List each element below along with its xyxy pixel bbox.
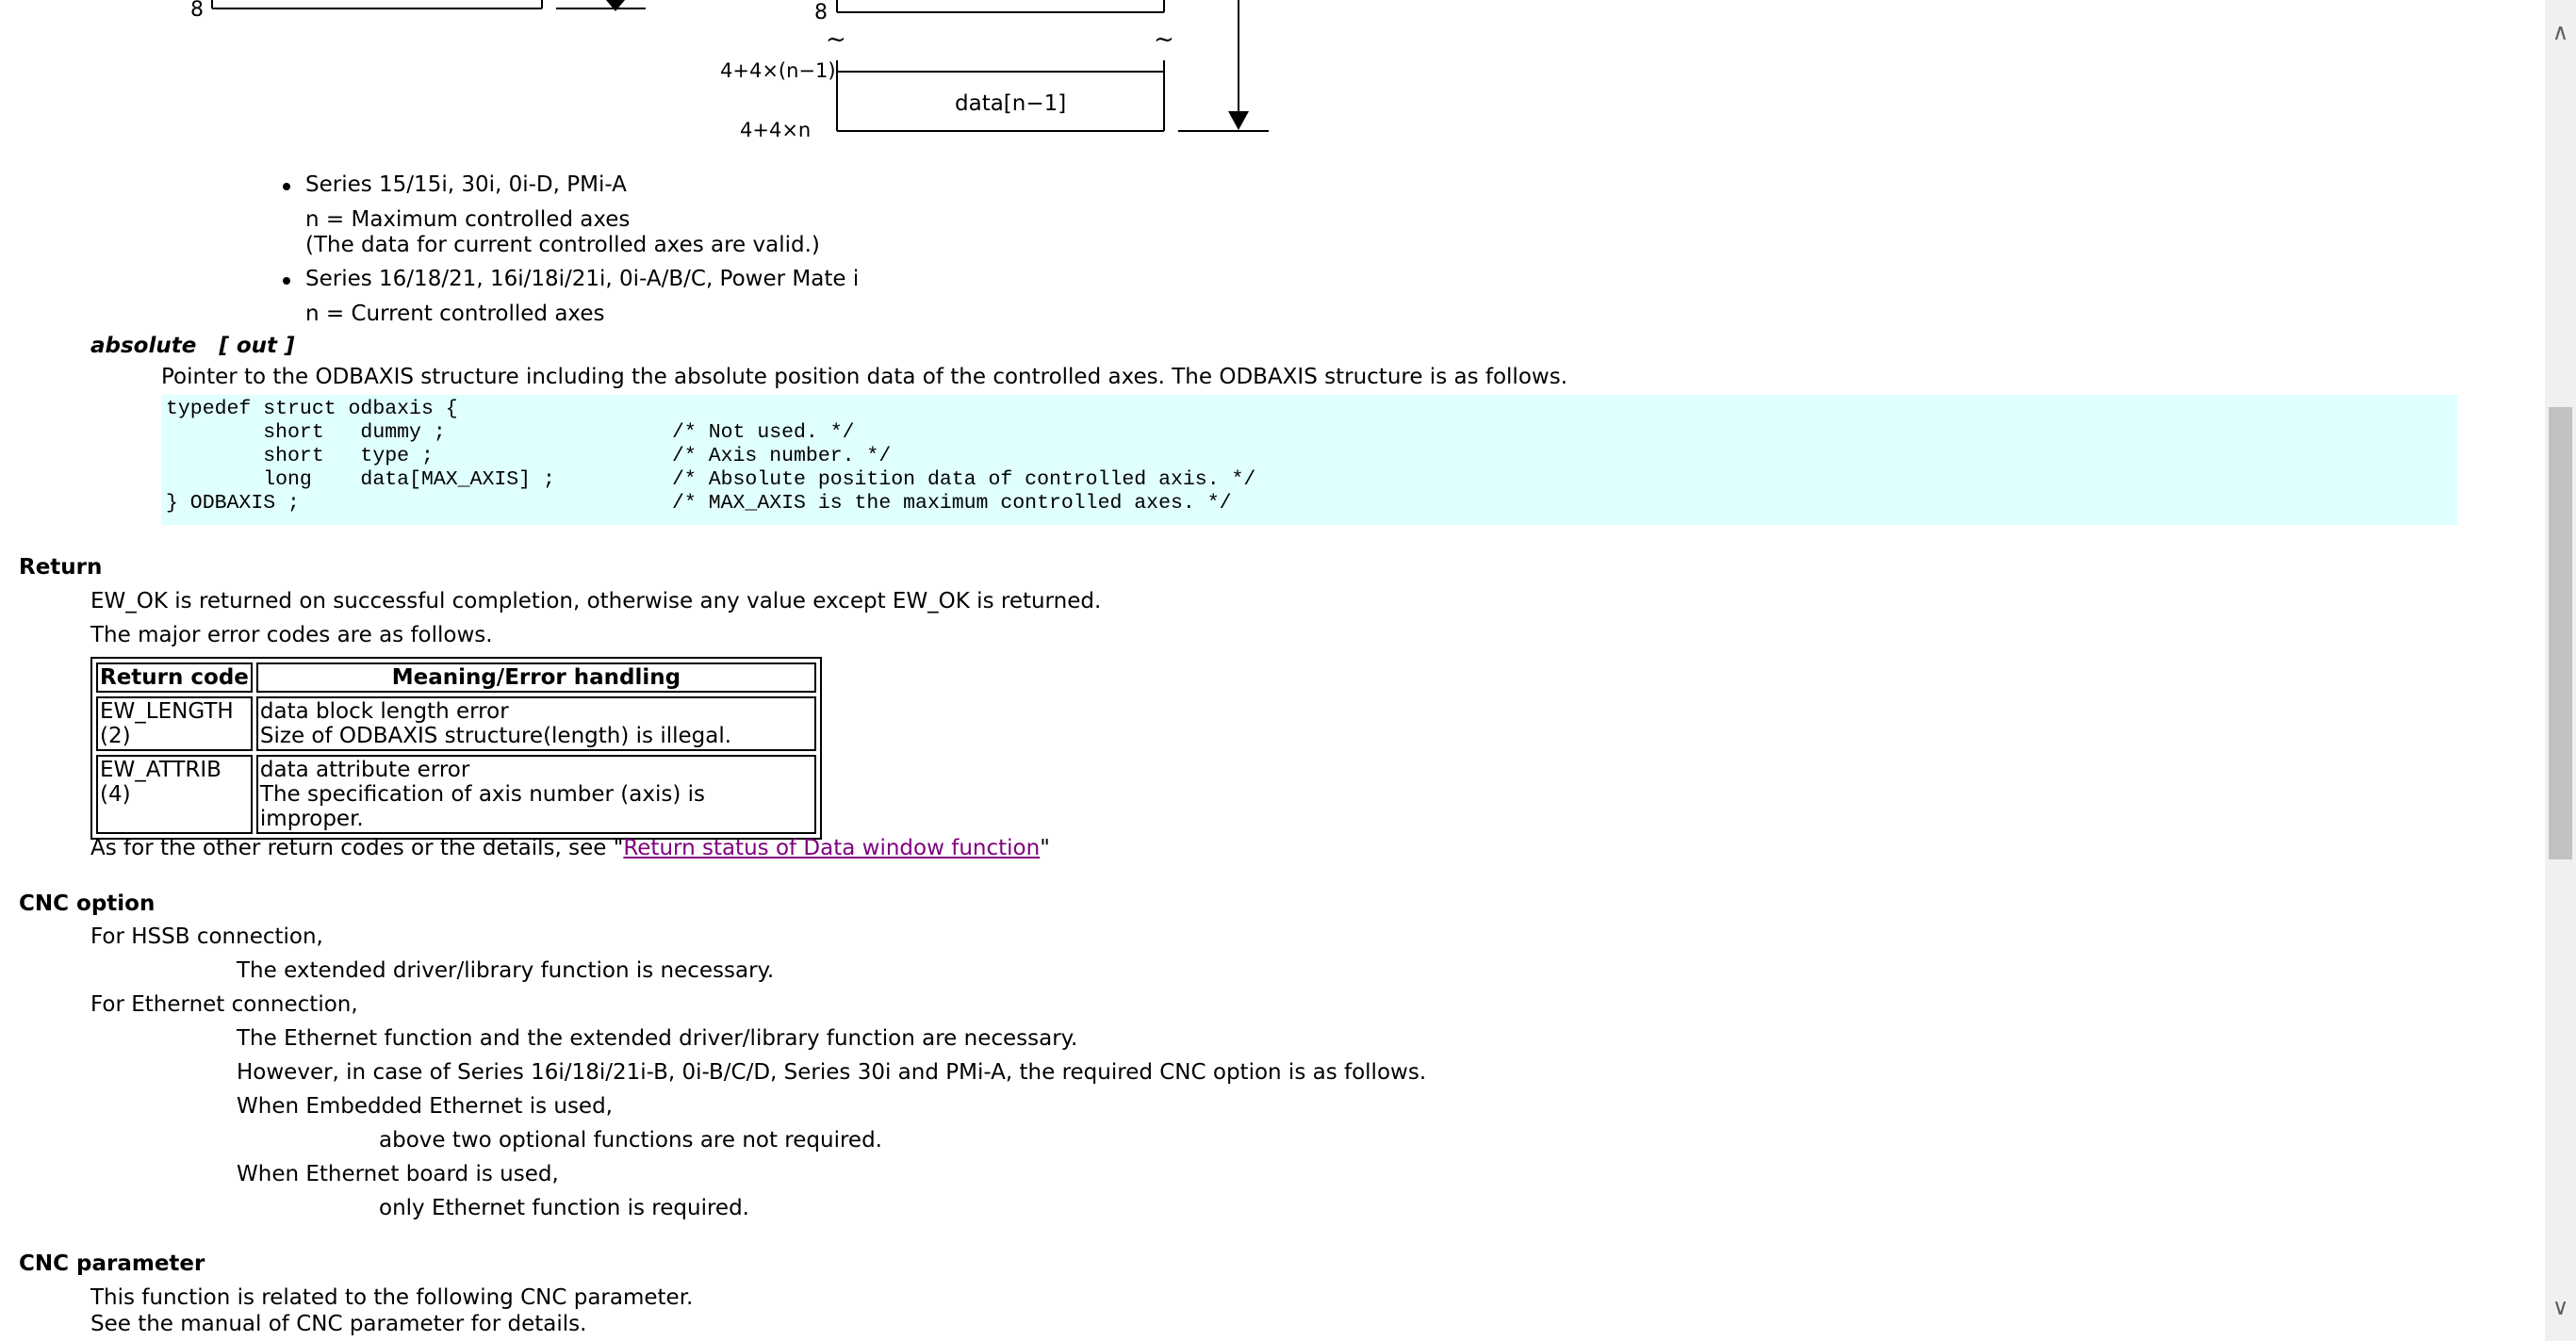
code-line: } ODBAXIS ; bbox=[166, 492, 300, 515]
series-2-line1: n = Current controlled axes bbox=[305, 302, 605, 326]
table-cell: data attribute error The specification of axis number (axis) is improper. bbox=[256, 755, 816, 834]
offset-8-label: 8 bbox=[814, 1, 828, 25]
scroll-up-icon[interactable]: ∧ bbox=[2551, 19, 2569, 45]
table-row bbox=[96, 696, 816, 751]
cnc-parameter-line-2: See the manual of CNC parameter for details. bbox=[90, 1312, 587, 1336]
offset-n-minus-1-label: 4+4×(n−1) bbox=[720, 59, 836, 82]
cnc-option-heading: CNC option bbox=[19, 891, 156, 916]
code-comment: /* Axis number. */ bbox=[672, 445, 892, 467]
series-1-name: Series 15/15i, 30i, 0i-D, PMi-A bbox=[305, 172, 627, 197]
data-cell-label: data[n−1] bbox=[955, 91, 1067, 116]
hssb-connection: For HSSB connection, bbox=[90, 924, 323, 949]
table-row bbox=[96, 755, 816, 834]
code-line: short type ; bbox=[166, 445, 434, 467]
vertical-scrollbar[interactable] bbox=[2545, 0, 2576, 1341]
return-code-table bbox=[90, 657, 822, 840]
embedded-detail: above two optional functions are not required. bbox=[379, 1128, 882, 1153]
bullet-icon bbox=[283, 183, 290, 190]
however-note: However, in case of Series 16i/18i/21i-B, 0i-B/C/D, Series 30i and PMi-A, the required CNC option is as follows. bbox=[237, 1060, 1427, 1085]
series-2-name: Series 16/18/21, 16i/18i/21i, 0i-A/B/C, Power Mate i bbox=[305, 267, 860, 291]
code-comment: /* Absolute position data of controlled axis. */ bbox=[672, 468, 1256, 491]
hssb-detail: The extended driver/library function is necessary. bbox=[237, 958, 775, 983]
data-layout-diagram bbox=[0, 0, 1320, 151]
code-comment: /* Not used. */ bbox=[672, 421, 855, 444]
param-direction: [ out ] bbox=[219, 334, 295, 358]
other-return-codes-note: As for the other return codes or the details, see "Return status of Data window function" bbox=[90, 836, 1050, 860]
ethernet-connection: For Ethernet connection, bbox=[90, 992, 358, 1017]
ethernet-board: When Ethernet board is used, bbox=[237, 1162, 559, 1186]
code-line: long data[MAX_AXIS] ; bbox=[166, 468, 555, 491]
table-header-cell: Return code bbox=[96, 662, 253, 693]
code-block bbox=[161, 395, 2457, 525]
table-cell: data block length error Size of ODBAXIS structure(length) is illegal. bbox=[256, 696, 816, 751]
table-cell: EW_ATTRIB (4) bbox=[96, 755, 253, 834]
param-name: absolute bbox=[90, 334, 197, 358]
right-arrow-head bbox=[1228, 111, 1249, 130]
cnc-parameter-heading: CNC parameter bbox=[19, 1251, 205, 1276]
ethernet-detail: The Ethernet function and the extended driver/library function are necessary. bbox=[237, 1026, 1078, 1051]
left-offset-label: 8 bbox=[190, 0, 204, 22]
tilde-right: ~ bbox=[1154, 25, 1174, 54]
return-heading: Return bbox=[19, 555, 103, 580]
series-1-line2: (The data for current controlled axes are valid.) bbox=[305, 233, 820, 257]
return-status-link[interactable]: Return status of Data window function bbox=[623, 836, 1041, 860]
code-line: typedef struct odbaxis { bbox=[166, 398, 458, 420]
ethernet-board-detail: only Ethernet function is required. bbox=[379, 1196, 749, 1220]
return-paragraph-2: The major error codes are as follows. bbox=[90, 623, 493, 647]
scrollbar-thumb[interactable] bbox=[2549, 407, 2572, 859]
cnc-parameter-line-1: This function is related to the following CNC parameter. bbox=[90, 1285, 694, 1310]
param-absolute bbox=[90, 334, 295, 358]
scroll-down-icon[interactable]: ∨ bbox=[2551, 1294, 2569, 1320]
tilde-left: ~ bbox=[826, 25, 846, 54]
left-arrow-head bbox=[606, 0, 625, 11]
bullet-icon bbox=[283, 277, 290, 285]
embedded-ethernet: When Embedded Ethernet is used, bbox=[237, 1094, 613, 1119]
code-line: short dummy ; bbox=[166, 421, 446, 444]
param-absolute-description: Pointer to the ODBAXIS structure including the absolute position data of the controlled axes. The ODBAXIS structure is as follows. bbox=[161, 365, 1568, 389]
table-cell: EW_LENGTH (2) bbox=[96, 696, 253, 751]
return-paragraph-1: EW_OK is returned on successful completion, otherwise any value except EW_OK is returned. bbox=[90, 589, 1102, 613]
series-1-line1: n = Maximum controlled axes bbox=[305, 207, 631, 232]
code-comment: /* MAX_AXIS is the maximum controlled axes. */ bbox=[672, 492, 1232, 515]
table-header-cell: Meaning/Error handling bbox=[256, 662, 816, 693]
table-header-row bbox=[96, 662, 816, 693]
offset-n-label: 4+4×n bbox=[740, 119, 812, 141]
